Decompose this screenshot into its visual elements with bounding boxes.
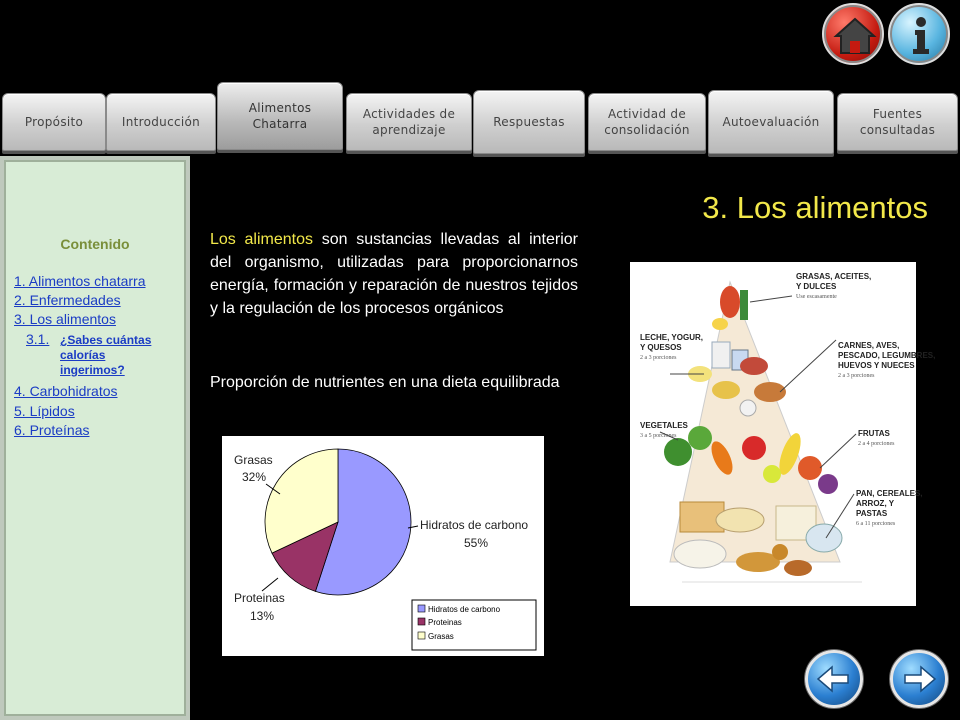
slice-label-grasas: Grasas [234,453,273,467]
tab-alimentos-chatarra[interactable] [217,82,343,150]
info-button[interactable] [888,3,950,65]
pyramid-label-carnes-3: HUEVOS Y NUECES [838,361,915,370]
chart-subtitle: Proporción de nutrientes en una dieta equilibrada [210,374,560,391]
pyramid-note-carnes: 2 a 3 porciones [838,373,875,379]
sidebar-link-proteinas[interactable]: 6. Proteínas [14,422,90,438]
leader-line-proteinas [262,578,278,591]
sidebar-title: Contenido [60,236,130,252]
pyramid-label-leche-1: LECHE, YOGUR, [640,333,703,342]
pyramid-label-pan-3: PASTAS [856,509,888,518]
tab-actividades-aprendizaje[interactable] [346,93,472,151]
food-pyramid-image [630,262,936,606]
pyramid-label-leche-2: Y QUESOS [640,343,682,352]
chart-legend [412,600,536,650]
home-icon [824,5,886,67]
legend-label-hidratos: Hidratos de carbono [428,605,501,614]
pyramid-label-grasas-1: GRASAS, ACEITES, [796,272,872,281]
sidebar-link-los-alimentos[interactable]: 3. Los alimentos [14,311,116,327]
tab-fuentes-consultadas[interactable] [837,93,958,151]
sidebar-link-calorias-line2[interactable]: calorías [60,348,106,362]
tab-label: Propósito [24,115,84,129]
pyramid-label-carnes-2: PESCADO, LEGUMBRES, [838,351,936,360]
legend-swatch-grasas [418,632,425,639]
sidebar-link-carbohidratos[interactable]: 4. Carbohidratos [14,383,118,399]
arrow-left-icon [808,653,860,705]
pyramid-note-grasas: Use escasamente [796,294,837,300]
pyramid-note-leche: 2 a 3 porciones [640,355,677,361]
food-pyramid-svg [630,262,936,606]
tab-actividad-consolidacion[interactable] [588,93,706,151]
tab-introduccion[interactable] [106,93,216,151]
sidebar-link-3-1-number[interactable]: 3.1. [26,331,50,347]
tab-proposito[interactable] [2,93,106,151]
tab-label: Actividad de consolidación [604,107,690,137]
tab-label: Fuentes consultadas [859,107,936,137]
tab-label: Actividades de aprendizaje [362,107,456,137]
slice-value-hidratos: 55% [464,536,489,550]
info-icon [890,5,952,67]
pyramid-label-grasas-2: Y DULCES [796,282,837,291]
pyramid-label-pan-2: ARROZ, Y [856,499,895,508]
sidebar-link-alimentos-chatarra[interactable]: 1. Alimentos chatarra [14,273,146,289]
tab-label: Autoevaluación [722,115,820,129]
pyramid-label-pan-1: PAN, CEREALES, [856,489,923,498]
legend-label-proteinas: Proteinas [428,618,462,627]
tab-label: Introducción [121,115,201,129]
sidebar-link-calorias-line3[interactable]: ingerimos? [60,363,125,377]
sidebar-link-calorias-line1[interactable]: ¿Sabes cuántas [60,333,152,347]
tab-label: Respuestas [493,115,565,129]
legend-swatch-proteinas [418,618,425,625]
slice-value-grasas: 32% [242,470,267,484]
slice-value-proteinas: 13% [250,609,275,623]
intro-text: son sustancias llevadas al interior del organismo, utilizadas para proporcionarnos energía, formación y reparación de nuestros tejidos y la regulación de los procesos orgánicos [210,231,578,317]
pyramid-food-illustration [664,282,862,582]
pyramid-note-frutas: 2 a 4 porciones [858,441,895,447]
tab-autoevaluacion[interactable] [708,90,834,154]
pyramid-label-vegetales: VEGETALES [640,421,688,430]
legend-label-grasas: Grasas [428,632,454,641]
sidebar-link-enfermedades[interactable]: 2. Enfermedades [14,292,121,308]
nutrient-pie-chart [222,436,544,656]
intro-paragraph [210,228,578,320]
pyramid-label-frutas: FRUTAS [858,429,890,438]
arrow-right-icon [893,653,945,705]
slice-label-hidratos: Hidratos de carbono [420,518,529,532]
legend-swatch-hidratos [418,605,425,612]
sidebar [0,156,190,720]
intro-highlight: Los alimentos [210,231,313,248]
pie-chart-svg [222,436,544,656]
slice-label-proteinas: Proteinas [234,591,285,605]
tab-label: Alimentos Chatarra [248,101,312,131]
next-button[interactable] [890,650,948,708]
home-button[interactable] [822,3,884,65]
sidebar-link-lipidos[interactable]: 5. Lípidos [14,403,75,419]
tab-respuestas[interactable] [473,90,585,154]
previous-button[interactable] [805,650,863,708]
pyramid-note-vegetales: 3 a 5 porciones [640,433,677,439]
pyramid-label-carnes-1: CARNES, AVES, [838,341,900,350]
pyramid-note-pan: 6 a 11 porciones [856,521,896,527]
page-title: 3. Los alimentos [702,190,928,225]
